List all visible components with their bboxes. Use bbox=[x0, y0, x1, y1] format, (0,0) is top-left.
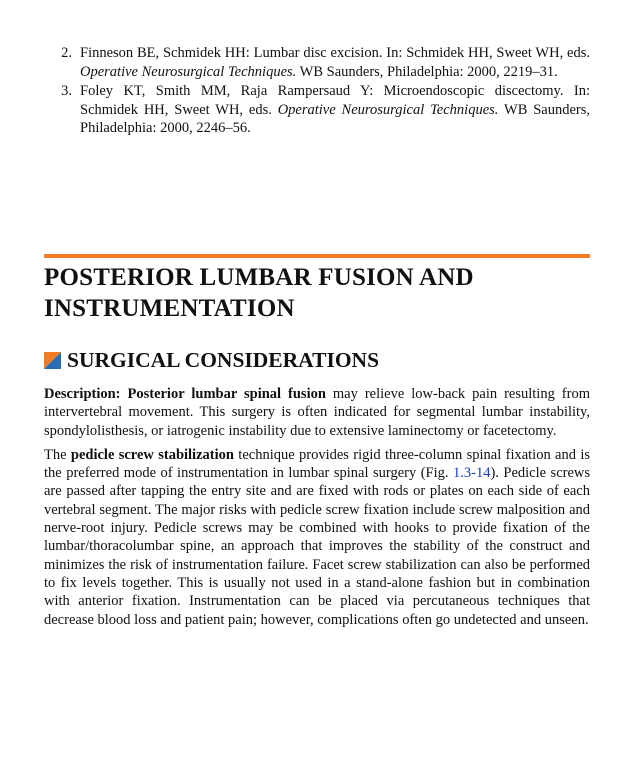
reference-text: Finneson BE, Schmidek HH: Lumbar disc excision. In: Schmidek HH, Sweet WH, eds. Operative Neurosurgical Techniques. WB Saunders, Philadelphia: 2000, 2219–31. bbox=[80, 45, 590, 80]
reference-item bbox=[44, 82, 590, 138]
reference-list bbox=[44, 44, 590, 139]
subsection-title: SURGICAL CONSIDERATIONS bbox=[67, 348, 380, 372]
reference-number: 3. bbox=[61, 83, 72, 99]
reference-item bbox=[44, 44, 590, 81]
reference-book-title: Operative Neurosurgical Techniques. bbox=[277, 101, 499, 118]
description-term: Posterior lumbar spinal fusion bbox=[127, 386, 326, 402]
orange-blue-square-icon bbox=[44, 352, 61, 369]
figure-link[interactable]: 1.3-14 bbox=[452, 465, 491, 482]
section-title: POSTERIOR LUMBAR FUSION AND INSTRUMENTATION bbox=[44, 264, 474, 322]
reference-book-title: Operative Neurosurgical Techniques. bbox=[80, 63, 297, 80]
pedicle-screw-paragraph: The pedicle screw stabilization technique provides rigid three-column spinal fixation and is the preferred mode of instrumentation in lumbar spinal surgery (Fig. 1.3-14). Pedicle screws are passed after tapping the entry site and are fixed with rods or plates on each side of each vertebral segment. The major risks with pedicle screw fixation include screw malposition and nerve-root injury. Pedicle screws may be combined with hooks to provide fixation of the lumbar/thoracolumbar spine, an approach that improves the stability of the construct and minimizes the risk of instrumentation failure. Facet screw stabilization can also be performed to fix levels together. This is usually not used in a stand-alone fashion but in combination with anterior fixation. Instrumentation can be placed via percutaneous techniques that decrease blood loss and patient pain; however, complications often go undetected and unseen. bbox=[44, 446, 591, 628]
subsection-heading bbox=[44, 347, 590, 373]
description-label: Description: bbox=[44, 386, 121, 402]
pedicle-screw-term: pedicle screw stabilization bbox=[70, 446, 234, 463]
section-divider-rule bbox=[44, 254, 590, 258]
body-text bbox=[44, 385, 590, 635]
reference-number: 2. bbox=[61, 45, 72, 61]
reference-text: Foley KT, Smith MM, Raja Rampersaud Y: Microendoscopic discectomy. In: Schmidek HH, Sweet WH, eds. Operative Neurosurgical Techniques. WB Saunders, Philadelphia: 2000, 2246–56. bbox=[80, 83, 590, 136]
description-paragraph: Description: Posterior lumbar spinal fusion may relieve low-back pain resulting from intervertebral movement. This surgery is often indicated for segmental lumbar instability, spondylolisthesis, or iatrogenic instability due to extensive laminectomy or facetectomy. bbox=[44, 386, 590, 439]
